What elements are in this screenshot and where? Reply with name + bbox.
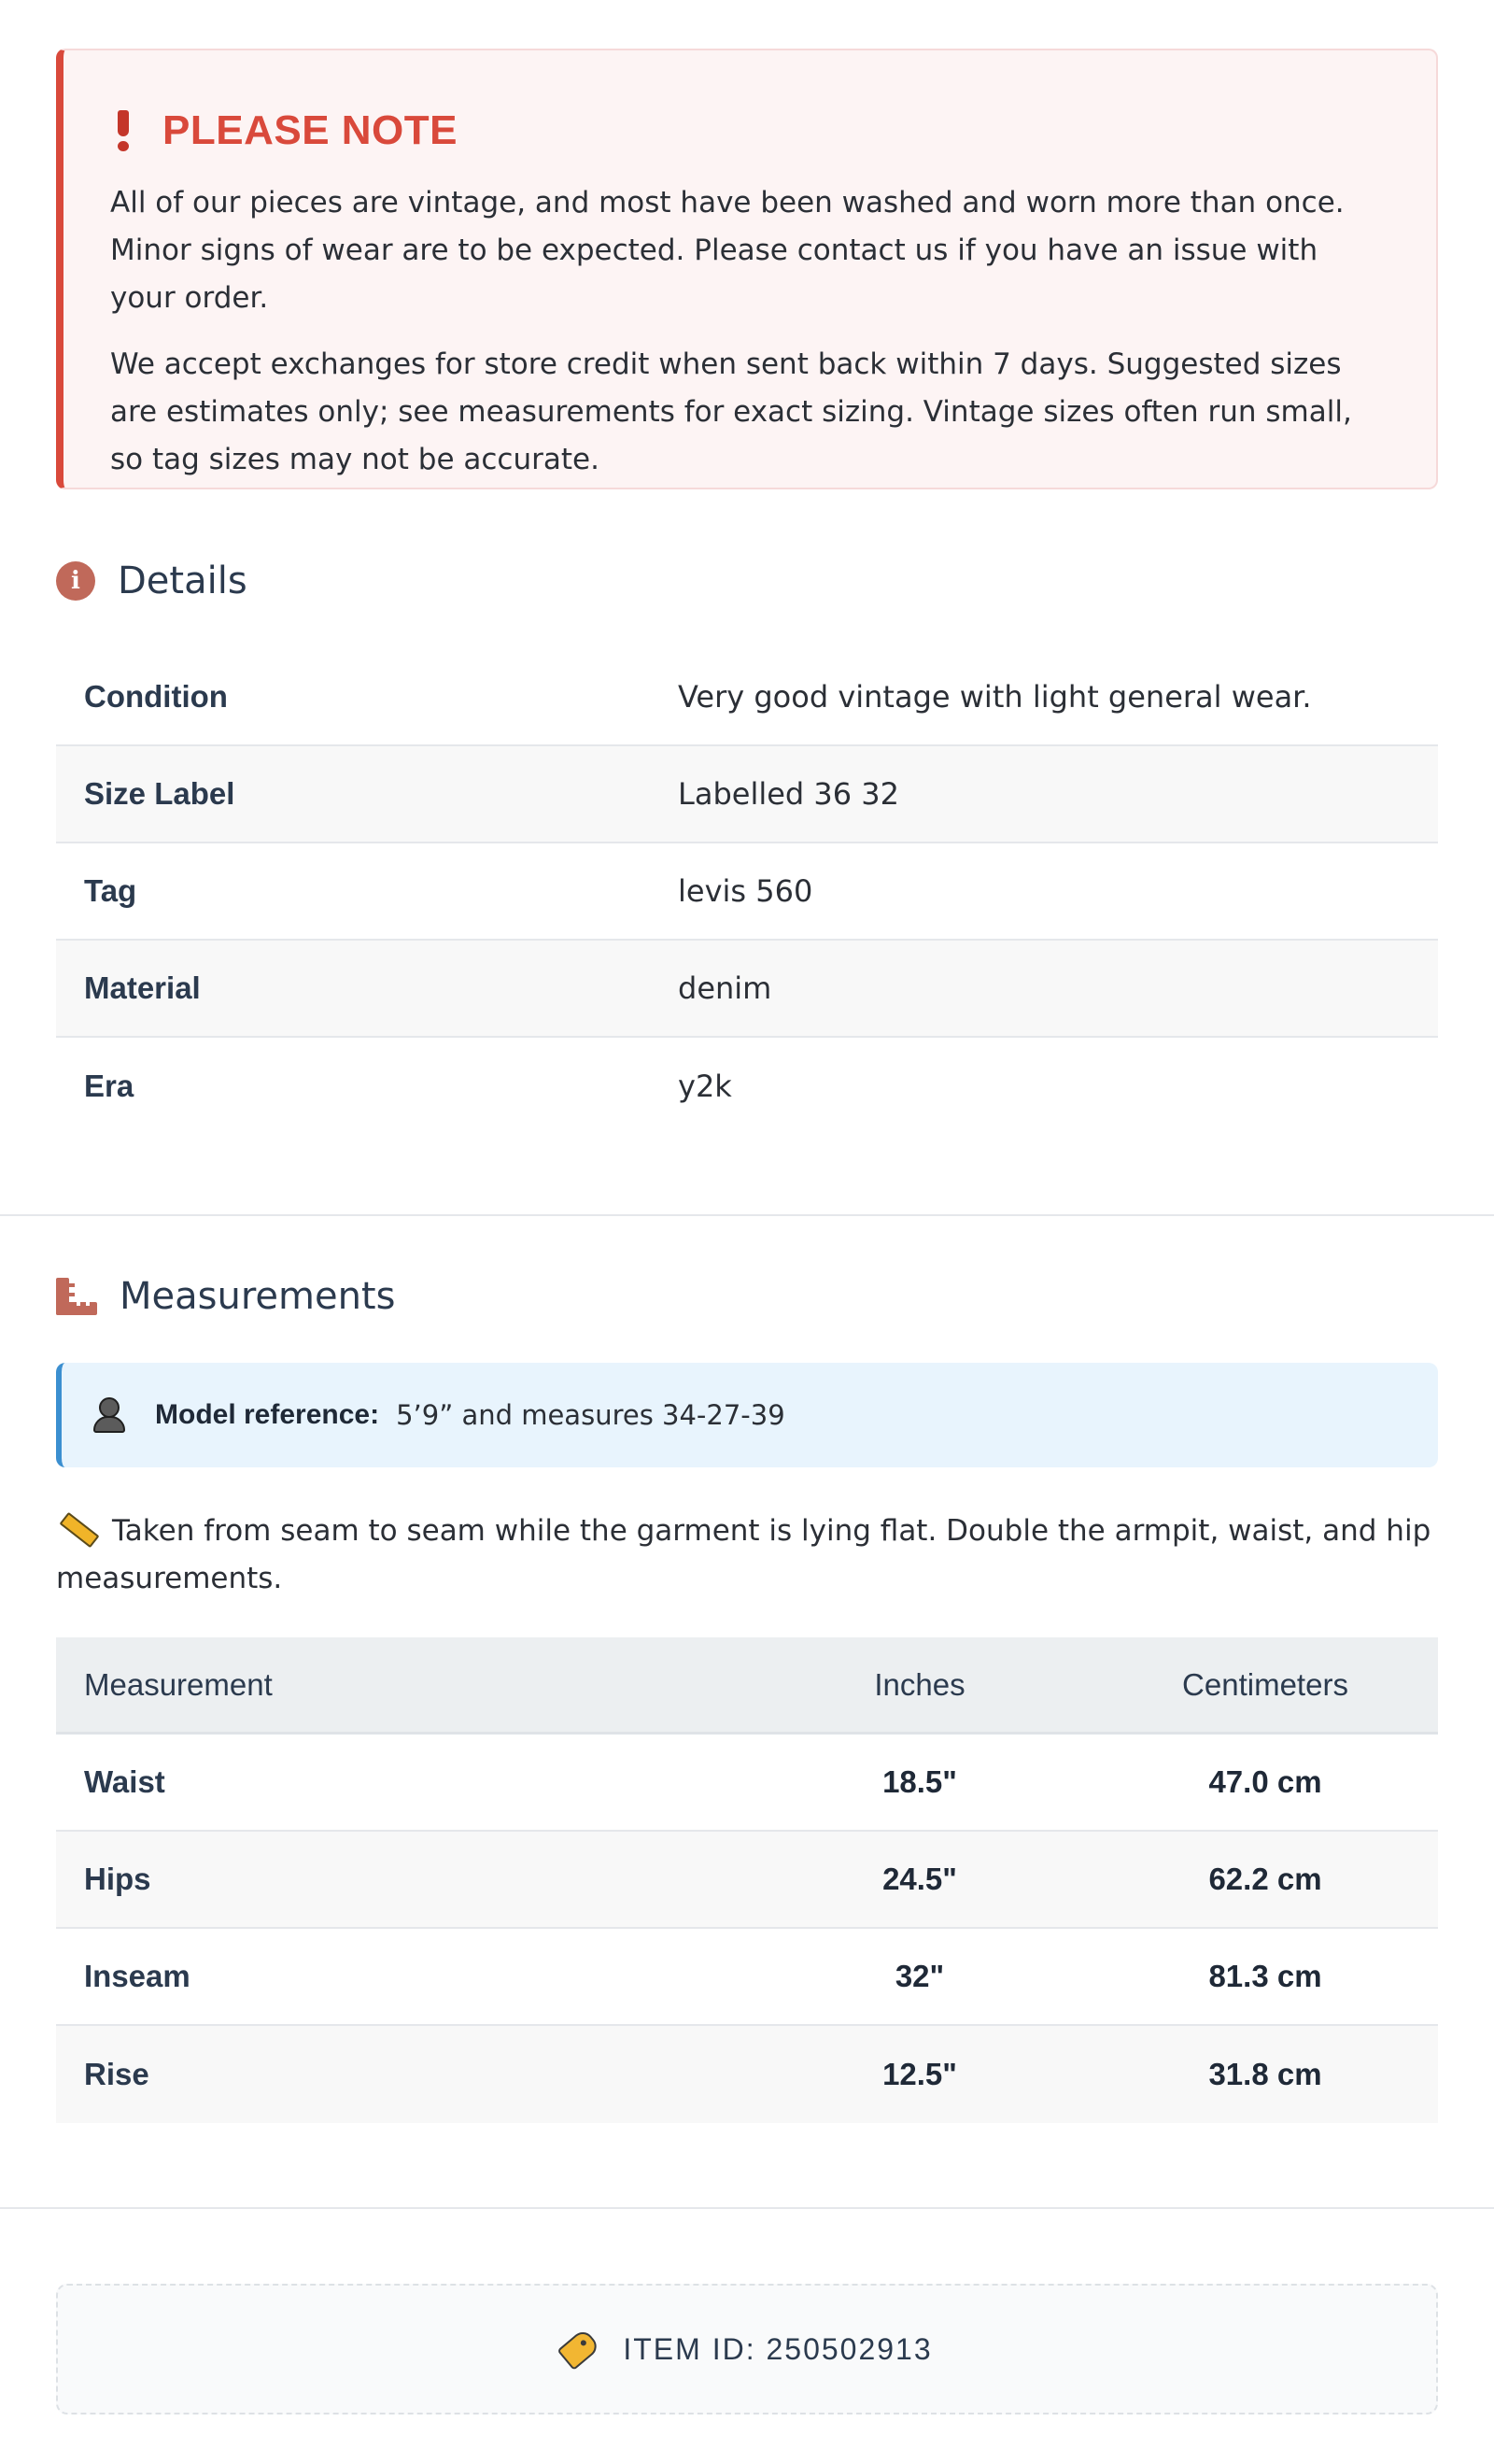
model-reference-box [56, 1363, 1438, 1467]
details-row-material [56, 941, 1438, 1038]
column-header-measurement: Measurement [84, 1666, 273, 1702]
details-title: Details [118, 559, 247, 602]
details-value: Labelled 36 32 [678, 776, 899, 812]
details-row-era [56, 1038, 1438, 1135]
details-label: Era [84, 1069, 134, 1103]
section-divider [0, 1214, 1494, 1216]
details-label: Tag [84, 873, 137, 908]
details-row-condition [56, 649, 1438, 746]
notice-header [110, 105, 1389, 157]
measurement-cm: 31.8 cm [1208, 2057, 1322, 2091]
details-label: Material [84, 970, 201, 1005]
measurement-name: Inseam [84, 1959, 190, 1993]
measurement-name: Rise [84, 2057, 149, 2091]
exclamation-icon [114, 110, 134, 151]
details-row-size-label [56, 746, 1438, 843]
measurement-inches: 24.5" [882, 1862, 957, 1896]
details-label: Condition [84, 679, 228, 714]
measurement-cm: 62.2 cm [1208, 1862, 1322, 1896]
measurement-inches: 18.5" [882, 1764, 957, 1799]
details-value: denim [678, 970, 772, 1006]
notice-paragraph-2: We accept exchanges for store credit when sent back within 7 days. Suggested sizes are estimates only; see measurements for exact sizing. Vintage sizes often run small, so tag sizes may not be accurate. [110, 347, 1352, 476]
section-divider [0, 2207, 1494, 2209]
measurement-cm: 81.3 cm [1208, 1959, 1322, 1993]
details-heading [56, 553, 247, 609]
measurements-heading [56, 1268, 395, 1324]
pencil-icon [60, 1511, 100, 1547]
table-header-row [56, 1637, 1438, 1735]
item-id-label: ITEM ID: 250502913 [623, 2331, 933, 2366]
details-value: levis 560 [678, 873, 813, 909]
table-row [56, 1735, 1438, 1832]
measurement-note-text: Taken from seam to seam while the garment is lying flat. Double the armpit, waist, and hip measurements. [56, 1514, 1431, 1595]
details-table [56, 649, 1438, 1135]
model-reference-label: Model reference: [155, 1399, 380, 1430]
measurements-title: Measurements [120, 1275, 396, 1318]
item-id-box [56, 2284, 1438, 2414]
details-row-tag [56, 843, 1438, 941]
measurement-cm: 47.0 cm [1208, 1764, 1322, 1799]
measurement-note [56, 1508, 1438, 1603]
info-icon: i [56, 561, 95, 601]
table-row [56, 1832, 1438, 1929]
details-label: Size Label [84, 776, 235, 811]
details-value: y2k [678, 1069, 732, 1104]
column-header-inches: Inches [874, 1666, 965, 1702]
notice-paragraph-1: All of our pieces are vintage, and most have been washed and worn more than once. Minor signs of wear are to be expected. Please contact us if you have an issue with your order. [110, 186, 1345, 315]
model-reference-value: 5’9” and measures 34-27-39 [396, 1399, 785, 1431]
ruler-icon [56, 1278, 97, 1315]
measurement-name: Hips [84, 1862, 151, 1896]
table-row [56, 1929, 1438, 2026]
tag-icon [557, 2328, 601, 2371]
column-header-centimeters: Centimeters [1182, 1666, 1348, 1702]
details-value: Very good vintage with light general wear. [678, 679, 1312, 715]
measurement-inches: 12.5" [882, 2057, 957, 2091]
measurement-name: Waist [84, 1764, 165, 1799]
person-icon [93, 1397, 125, 1433]
measurement-inches: 32" [895, 1959, 945, 1993]
please-note-box [56, 49, 1438, 489]
measurements-table [56, 1637, 1438, 2123]
notice-title: PLEASE NOTE [162, 107, 458, 153]
table-row [56, 2026, 1438, 2123]
